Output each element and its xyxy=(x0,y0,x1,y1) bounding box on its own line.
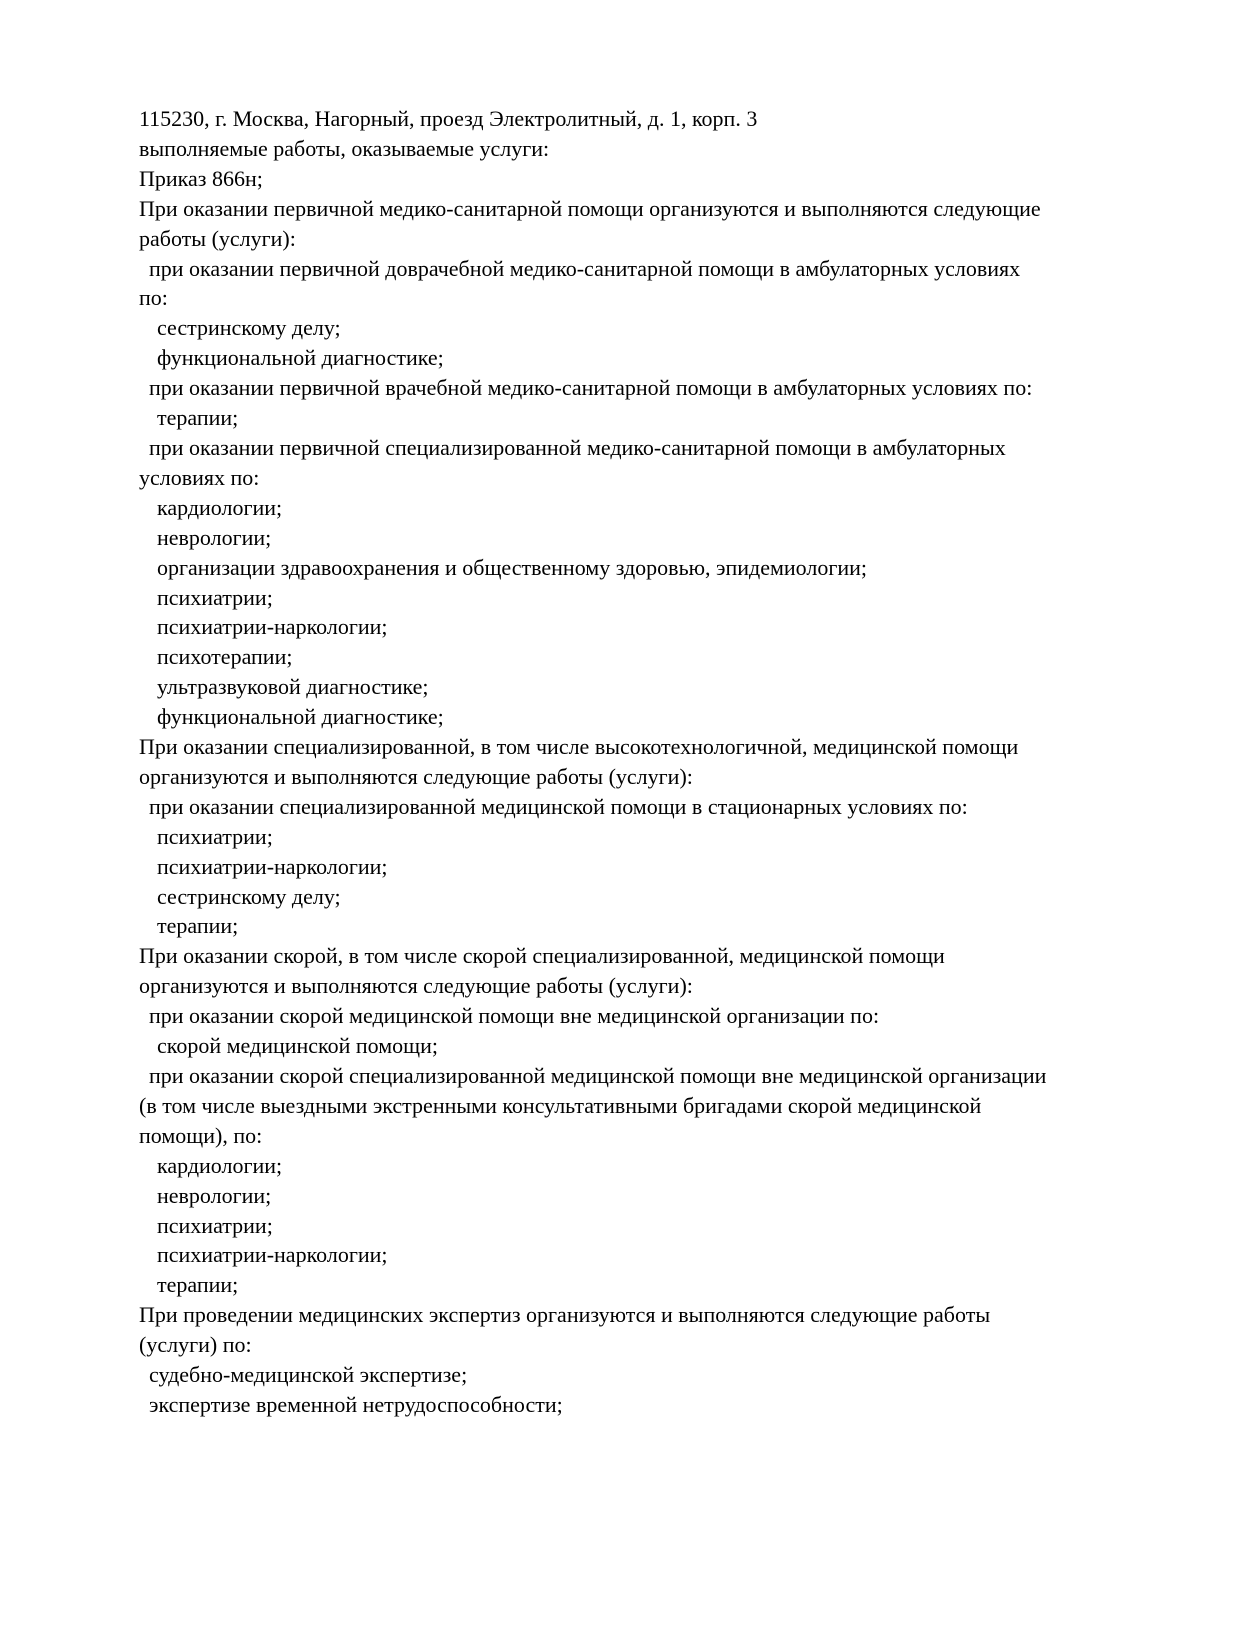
document-line: психиатрии-наркологии; xyxy=(157,1242,388,1268)
document-line: неврологии; xyxy=(157,524,272,550)
document-line: кардиологии; xyxy=(157,1152,283,1178)
document-line: сестринскому делу; xyxy=(157,315,341,341)
document-line: судебно-медицинской экспертизе; xyxy=(149,1362,468,1388)
document-line: при оказании первичной специализированной медико-санитарной помощи в амбулаторных xyxy=(149,434,1006,460)
document-line: работы (услуги): xyxy=(139,225,296,251)
document-line: помощи), по: xyxy=(139,1122,263,1148)
document-line: ультразвуковой диагностике; xyxy=(157,674,429,700)
document-line: при оказании специализированной медицинской помощи в стационарных условиях по: xyxy=(149,793,968,819)
document-line: функциональной диагностике; xyxy=(157,345,444,371)
document-line: экспертизе временной нетрудоспособности; xyxy=(149,1391,563,1417)
document-line: 115230, г. Москва, Нагорный, проезд Электролитный, д. 1, корп. 3 xyxy=(139,106,758,131)
document-line: при оказании первичной доврачебной медико-санитарной помощи в амбулаторных условиях xyxy=(149,255,1021,281)
document-line: психиатрии; xyxy=(157,823,273,849)
document-line: организации здравоохранения и общественному здоровью, эпидемиологии; xyxy=(157,554,868,580)
document-line: психиатрии; xyxy=(157,1212,273,1238)
document-line: организуются и выполняются следующие работы (услуги): xyxy=(139,973,693,999)
document-line: терапии; xyxy=(157,913,239,939)
document-line: организуются и выполняются следующие работы (услуги): xyxy=(139,763,693,789)
document-line: при оказании скорой медицинской помощи вне медицинской организации по: xyxy=(149,1003,880,1029)
document-line: при оказании скорой специализированной медицинской помощи вне медицинской организации xyxy=(149,1063,1047,1088)
document-line: психотерапии; xyxy=(157,644,293,670)
document-line: (услуги) по: xyxy=(139,1332,252,1358)
document-line: неврологии; xyxy=(157,1182,272,1208)
document-line: (в том числе выездными экстренными консультативными бригадами скорой медицинской xyxy=(139,1092,982,1118)
document-line: психиатрии-наркологии; xyxy=(157,614,388,640)
document-line: При оказании скорой, в том числе скорой специализированной, медицинской помощи xyxy=(139,943,945,969)
document-line: При оказании первичной медико-санитарной помощи организуются и выполняются следующие xyxy=(139,195,1041,221)
document-line: При проведении медицинских экспертиз организуются и выполняются следующие работы xyxy=(139,1302,991,1328)
document-line: терапии; xyxy=(157,1272,239,1298)
document-line: функциональной диагностике; xyxy=(157,704,444,730)
document-line: При оказании специализированной, в том числе высокотехнологичной, медицинской помощи xyxy=(139,734,1019,760)
document-line: условиях по: xyxy=(139,464,260,490)
document-line: при оказании первичной врачебной медико-санитарной помощи в амбулаторных условиях по: xyxy=(149,375,1033,401)
document-line: выполняемые работы, оказываемые услуги: xyxy=(139,135,550,161)
document-line: сестринскому делу; xyxy=(157,883,341,909)
document-line: по: xyxy=(139,285,168,311)
document-line: скорой медицинской помощи; xyxy=(157,1033,439,1059)
document-body xyxy=(139,104,1180,1420)
document-line: психиатрии; xyxy=(157,584,273,610)
document-line: кардиологии; xyxy=(157,494,283,520)
document-line: Приказ 866н; xyxy=(139,165,263,191)
document-line: терапии; xyxy=(157,405,239,431)
document-line: психиатрии-наркологии; xyxy=(157,853,388,879)
